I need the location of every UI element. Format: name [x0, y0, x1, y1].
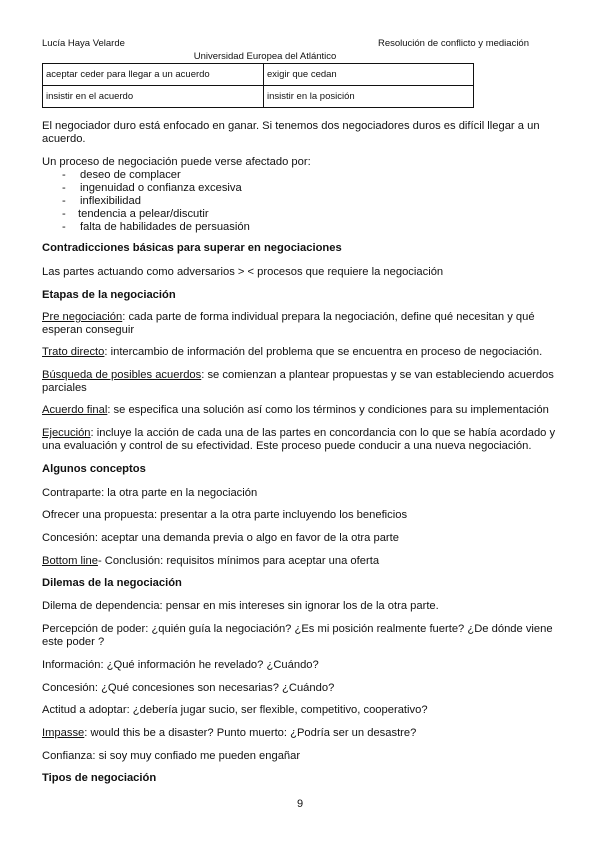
concepto-concesion: Concesión: aceptar una demanda previa o algo en favor de la otra parte	[42, 532, 399, 544]
etapa-busqueda-acuerdos	[42, 369, 562, 395]
heading-dilemas: Dilemas de la negociación	[42, 577, 182, 589]
term-label: Trato directo	[42, 346, 105, 358]
list-item-text: falta de habilidades de persuasión	[80, 221, 250, 233]
heading-etapas: Etapas de la negociación	[42, 289, 176, 301]
table-cell: exigir que cedan	[264, 64, 474, 86]
term-text: : se especifica una solución así como los términos y condiciones para su implementación	[107, 404, 549, 416]
term-text: : would this be a disaster? Punto muerto: ¿Podría ser un desastre?	[84, 727, 417, 739]
dilema-dependencia: Dilema de dependencia: pensar en mis intereses sin ignorar los de la otra parte.	[42, 600, 439, 612]
list-item-text: inflexibilidad	[80, 195, 141, 207]
paragraph-confianza: Confianza: si soy muy confiado me pueden engañar	[42, 750, 301, 762]
dilema-impasse	[42, 727, 562, 740]
bullet-dash: -	[62, 169, 66, 181]
heading-contradicciones: Contradicciones básicas para superar en negociaciones	[42, 242, 342, 254]
etapa-pre-negociacion	[42, 311, 562, 337]
header-author: Lucía Haya Velarde	[42, 38, 125, 49]
heading-tipos: Tipos de negociación	[42, 772, 157, 784]
page-number: 9	[296, 798, 304, 810]
bullet-dash: -	[62, 182, 66, 194]
concepto-contraparte: Contraparte: la otra parte en la negociación	[42, 487, 258, 499]
bullet-dash: -	[62, 195, 66, 207]
header-course: Resolución de conflicto y mediación	[377, 38, 529, 49]
heading-conceptos: Algunos conceptos	[42, 463, 146, 475]
dilema-informacion: Información: ¿Qué información he revelado? ¿Cuándo?	[42, 659, 319, 671]
header-university: Universidad Europea del Atlántico	[193, 51, 337, 62]
paragraph-proceso-intro: Un proceso de negociación puede verse afectado por:	[42, 156, 311, 168]
list-item-text: ingenuidad o confianza excesiva	[80, 182, 242, 194]
etapa-acuerdo-final	[42, 404, 562, 417]
paragraph-negociador-duro: El negociador duro está enfocado en ganar. Si tenemos dos negociadores duros es difícil llegar a un acuerdo.	[42, 120, 540, 146]
term-label: Ejecución	[42, 427, 91, 439]
term-label: Bottom line	[42, 555, 98, 567]
term-label: Búsqueda de posibles acuerdos	[42, 369, 202, 381]
term-label: Impasse	[42, 727, 85, 739]
term-text: - Conclusión: requisitos mínimos para aceptar una oferta	[97, 555, 380, 567]
term-text: : se comienzan a plantear propuestas y se van estableciendo acuerdos parciales	[42, 369, 554, 395]
bullet-dash: -	[62, 221, 66, 233]
table-row	[43, 64, 474, 86]
term-text: : intercambio de información del problema que se encuentra en proceso de negociación.	[104, 346, 543, 358]
comparison-table	[42, 63, 474, 108]
list-item-text: tendencia a pelear/discutir	[78, 208, 209, 220]
dilema-concesion: Concesión: ¿Qué concesiones son necesarias? ¿Cuándo?	[42, 682, 335, 694]
term-text: : cada parte de forma individual prepara la negociación, define qué necesitan y qué esperan conseguir	[42, 311, 535, 337]
dilema-percepcion-poder: Percepción de poder: ¿quién guía la negociación? ¿Es mi posición realmente fuerte? ¿De dónde viene este poder ?	[42, 623, 553, 649]
etapa-ejecucion	[42, 427, 562, 453]
term-label: Pre negociación	[42, 311, 123, 323]
table-cell: insistir en el acuerdo	[43, 86, 264, 108]
dilema-actitud: Actitud a adoptar: ¿debería jugar sucio, ser flexible, competitivo, cooperativo?	[42, 704, 428, 716]
table-cell: aceptar ceder para llegar a un acuerdo	[43, 64, 264, 86]
concepto-propuesta: Ofrecer una propuesta: presentar a la otra parte incluyendo los beneficios	[42, 509, 408, 521]
etapa-trato-directo	[42, 346, 562, 359]
term-text: : incluye la acción de cada una de las partes en concordancia con lo que se había acordado y una evaluación y control de su efectividad. Este proceso puede conducir a una nueva negociación.	[42, 427, 556, 453]
concepto-bottom-line	[42, 555, 562, 568]
term-label: Acuerdo final	[42, 404, 108, 416]
table-row	[43, 86, 474, 108]
bullet-dash: -	[62, 208, 66, 220]
list-item-text: deseo de complacer	[80, 169, 181, 181]
paragraph-partes: Las partes actuando como adversarios > < procesos que requiere la negociación	[42, 266, 444, 278]
table-cell: insistir en la posición	[264, 86, 474, 108]
